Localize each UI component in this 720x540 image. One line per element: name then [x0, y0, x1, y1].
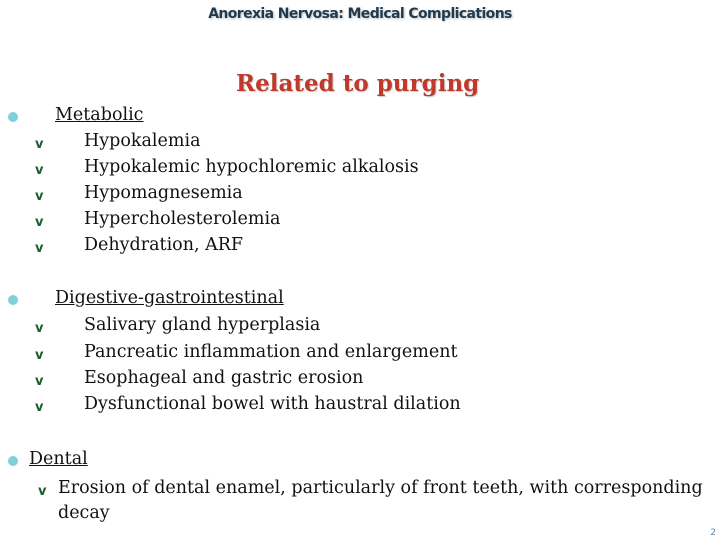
checkmark-bullet-icon: v	[35, 163, 44, 178]
section-bullet-icon	[8, 295, 18, 305]
slide-subtitle: Related to purging	[236, 70, 480, 97]
section-bullet-icon	[8, 112, 18, 122]
list-item: Hypomagnesemia	[84, 183, 243, 203]
checkmark-bullet-icon: v	[35, 215, 44, 230]
slide-corner-mark: 2	[710, 528, 716, 538]
list-item: Hypokalemic hypochloremic alkalosis	[84, 157, 419, 177]
list-item: Hypercholesterolemia	[84, 209, 281, 229]
list-item: Hypokalemia	[84, 131, 201, 151]
checkmark-bullet-icon: v	[35, 241, 44, 256]
checkmark-bullet-icon: v	[38, 484, 47, 499]
list-item-continuation: decay	[58, 503, 110, 523]
checkmark-bullet-icon: v	[35, 189, 44, 204]
list-item: Dehydration, ARF	[84, 235, 244, 255]
section-heading-digestive: Digestive-gastrointestinal	[55, 288, 284, 308]
list-item: Esophageal and gastric erosion	[84, 368, 364, 388]
checkmark-bullet-icon: v	[35, 137, 44, 152]
checkmark-bullet-icon: v	[35, 400, 44, 415]
list-item: Pancreatic inflammation and enlargement	[84, 342, 458, 362]
checkmark-bullet-icon: v	[35, 321, 44, 336]
checkmark-bullet-icon: v	[35, 374, 44, 389]
list-item: Dysfunctional bowel with haustral dilation	[84, 394, 461, 414]
section-heading-dental: Dental	[29, 449, 88, 469]
slide-title: Anorexia Nervosa: Medical Complications	[208, 6, 512, 22]
checkmark-bullet-icon: v	[35, 348, 44, 363]
section-bullet-icon	[8, 456, 18, 466]
list-item: Salivary gland hyperplasia	[84, 315, 321, 335]
list-item: Erosion of dental enamel, particularly of front teeth, with corresponding	[58, 478, 703, 498]
section-heading-metabolic: Metabolic	[55, 105, 144, 125]
